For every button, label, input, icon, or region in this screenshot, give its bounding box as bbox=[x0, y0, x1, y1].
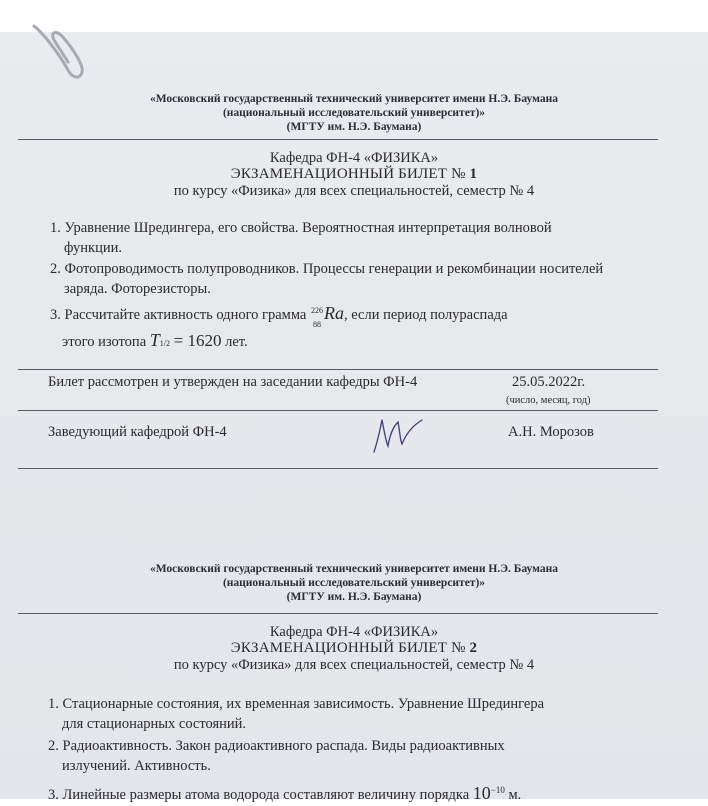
ticket-number: 2 bbox=[469, 640, 478, 656]
approval-date: 25.05.2022г. bbox=[512, 374, 586, 390]
exam-ticket-1 bbox=[0, 92, 708, 440]
head-name: А.Н. Морозов bbox=[508, 424, 594, 440]
course-line: по курсу «Физика» для всех специальностей, семестр № 4 bbox=[173, 657, 535, 673]
question-2: 2. Радиоактивность. Закон радиоактивного распада. Виды радиоактивных bbox=[48, 738, 505, 754]
question-2-cont: заряда. Фоторезисторы. bbox=[64, 281, 211, 297]
question-2: 2. Фотопроводимость полупроводников. Процессы генерации и рекомбинации носителей bbox=[50, 261, 604, 277]
approval-text: Билет рассмотрен и утвержден на заседании кафедры ФН-4 bbox=[48, 374, 418, 390]
divider bbox=[18, 468, 658, 469]
university-abbr: (МГТУ им. Н.Э. Баумана) bbox=[286, 591, 422, 603]
university-header bbox=[0, 92, 708, 134]
university-status: (национальный исследовательский университет)» bbox=[222, 107, 486, 119]
radium-symbol: Ra bbox=[323, 303, 344, 323]
divider bbox=[18, 369, 658, 370]
divider bbox=[18, 139, 658, 140]
head-label: Заведующий кафедрой ФН-4 bbox=[48, 424, 227, 440]
university-name: «Московский государственный технический университет имени Н.Э. Баумана bbox=[149, 93, 559, 105]
question-1: 1. Уравнение Шредингера, его свойства. Вероятностная интерпретация волновой bbox=[50, 220, 552, 236]
paperclip-icon bbox=[28, 22, 88, 84]
university-name: «Московский государственный технический университет имени Н.Э. Баумана bbox=[149, 563, 559, 575]
question-1-cont: функции. bbox=[64, 240, 122, 256]
divider bbox=[18, 410, 658, 411]
question-2-cont: излучений. Активность. bbox=[62, 758, 211, 774]
ticket-title: ЭКЗАМЕНАЦИОННЫЙ БИЛЕТ № 2 bbox=[230, 640, 478, 656]
question-3: 3. Линейные размеры атома водорода составляют величину порядка $10^{-10}$ м. bbox=[48, 782, 522, 803]
exam-ticket-2 bbox=[0, 562, 708, 803]
department: Кафедра ФН-4 «ФИЗИКА» bbox=[269, 150, 439, 166]
ticket-number: 1 bbox=[469, 166, 478, 182]
course-line: по курсу «Физика» для всех специальностей, семестр № 4 bbox=[173, 183, 535, 199]
university-status: (национальный исследовательский университет)» bbox=[222, 577, 486, 589]
divider bbox=[18, 613, 658, 614]
university-header bbox=[0, 562, 708, 604]
signature bbox=[370, 412, 430, 454]
question-1-cont: для стационарных состояний. bbox=[62, 716, 247, 732]
department: Кафедра ФН-4 «ФИЗИКА» bbox=[269, 624, 439, 640]
question-3: 3. Рассчитайте активность одного грамма 226 88 Ra, если период полураспада bbox=[50, 303, 508, 329]
date-hint: (число, месяц, год) bbox=[506, 395, 591, 406]
ticket-title: ЭКЗАМЕНАЦИОННЫЙ БИЛЕТ № 1 bbox=[230, 166, 478, 182]
paper-sheet bbox=[0, 32, 708, 799]
question-3-cont: этого изотопа T1/2 = 1620 лет. bbox=[62, 330, 248, 350]
university-abbr: (МГТУ им. Н.Э. Баумана) bbox=[286, 121, 422, 133]
question-1: 1. Стационарные состояния, их временная зависимость. Уравнение Шредингера bbox=[48, 696, 545, 712]
